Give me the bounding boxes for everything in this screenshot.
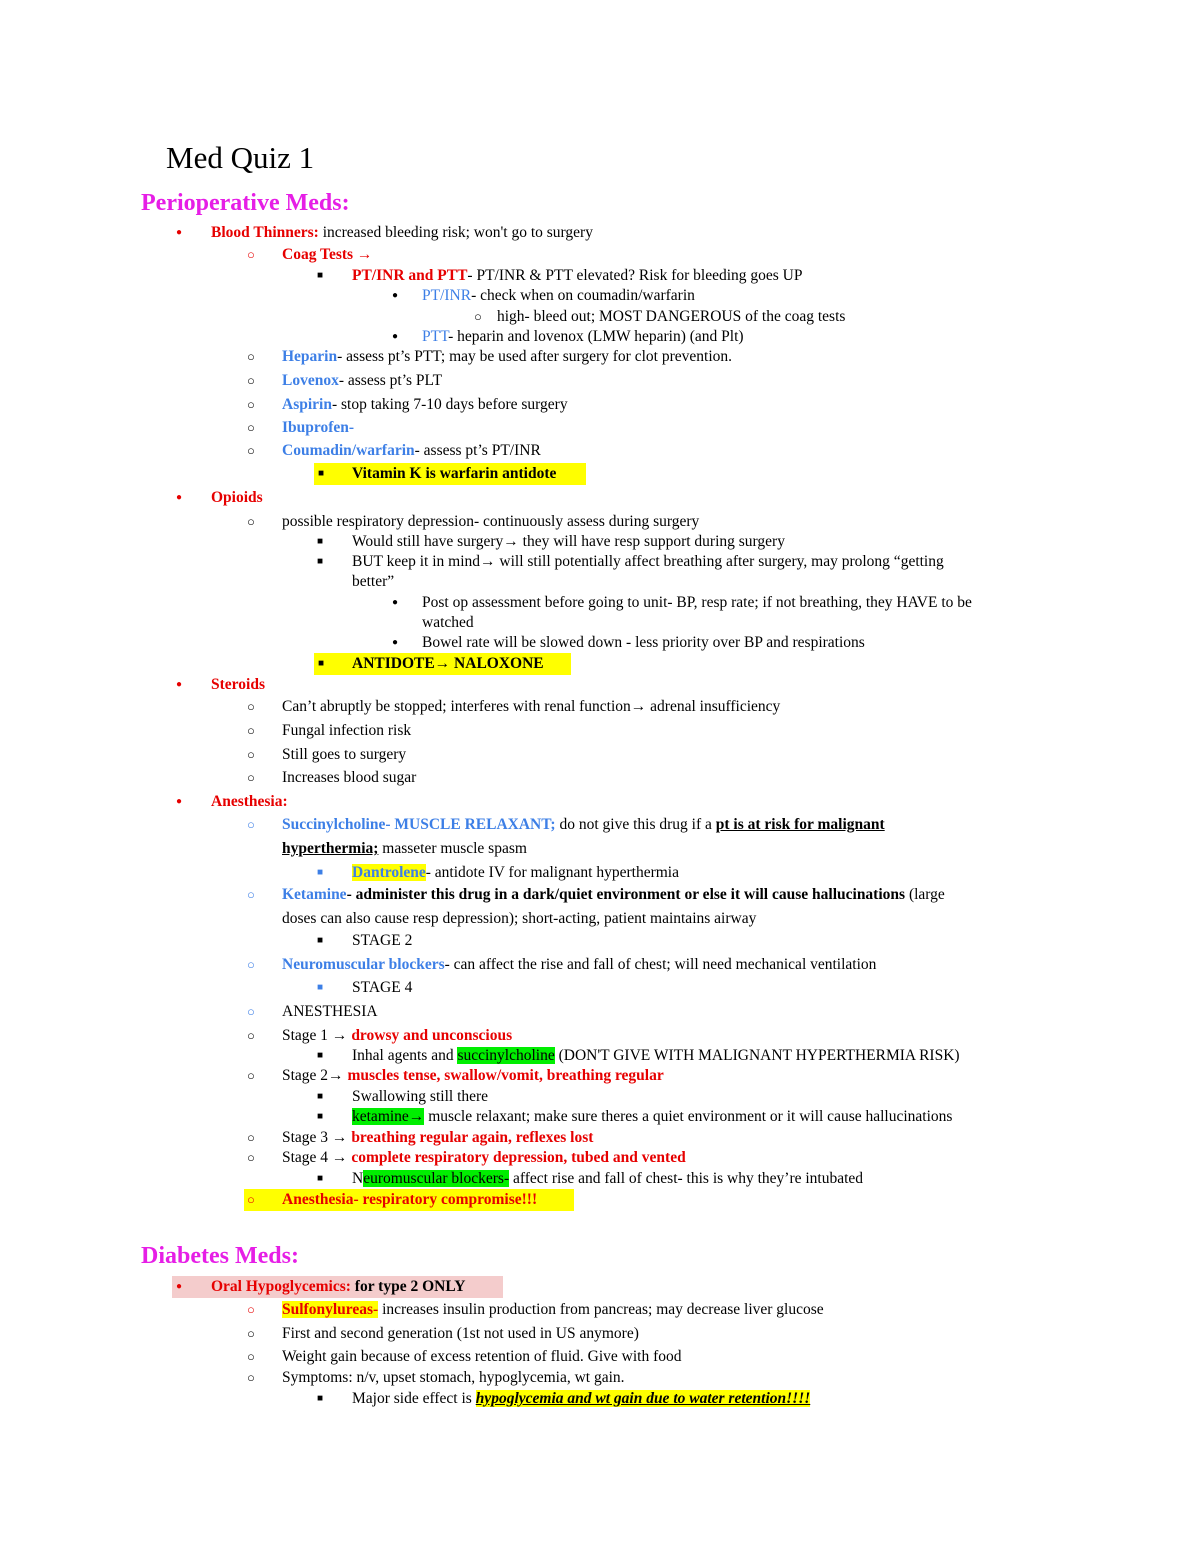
square-marker: ■ (317, 1091, 324, 1102)
circle-marker: ○ (247, 1028, 255, 1043)
square-marker: ■ (317, 270, 324, 281)
list-item: Swallowing still there (352, 1088, 489, 1105)
circle-marker: ○ (247, 957, 255, 972)
list-item: Can’t abruptly be stopped; interferes with renal function→ adrenal insufficiency (282, 698, 781, 715)
circle-marker: ○ (247, 443, 255, 458)
circle-marker: ○ (474, 309, 482, 324)
circle-marker: ○ (247, 349, 255, 364)
circle-marker: ○ (247, 699, 255, 714)
square-marker: ■ (317, 1393, 324, 1404)
square-marker: ■ (318, 468, 325, 479)
square-marker: ■ (318, 658, 325, 669)
square-marker: ■ (317, 1111, 324, 1122)
bullet-marker: ● (392, 637, 399, 648)
list-item: Symptoms: n/v, upset stomach, hypoglycemia, wt gain. (282, 1369, 625, 1386)
circle-marker: ○ (247, 514, 255, 529)
list-item: Stage 4 → complete respiratory depression, tubed and vented (282, 1149, 686, 1166)
list-item: Would still have surgery→ they will have resp support during surgery (352, 533, 785, 550)
list-item: Sulfonylureas- increases insulin production from pancreas; may decrease liver glucose (282, 1301, 824, 1318)
circle-marker: ○ (247, 747, 255, 762)
list-item: STAGE 2 (352, 932, 413, 949)
list-item: Stage 3 → breathing regular again, reflexes lost (282, 1129, 594, 1146)
circle-marker: ○ (247, 1326, 255, 1341)
circle-marker: ○ (247, 1068, 255, 1083)
list-item: Dantrolene- antidote IV for malignant hyperthermia (352, 864, 679, 881)
bullet-marker: ● (392, 331, 399, 342)
circle-marker: ○ (247, 817, 255, 832)
list-item: First and second generation (1st not used in US anymore) (282, 1325, 639, 1342)
circle-marker: ○ (247, 723, 255, 738)
square-marker: ■ (317, 982, 324, 993)
list-item: Neuromuscular blockers- can affect the rise and fall of chest; will need mechanical ventilation (282, 956, 877, 973)
circle-marker: ○ (247, 247, 255, 262)
list-item: Weight gain because of excess retention of fluid. Give with food (282, 1348, 682, 1365)
list-item: ANTIDOTE→ NALOXONE (352, 655, 544, 672)
square-marker: ■ (317, 1173, 324, 1184)
list-item: ANESTHESIA (282, 1003, 378, 1020)
bullet-marker: ● (176, 227, 183, 238)
square-marker: ■ (317, 867, 324, 878)
list-item: Lovenox- assess pt’s PLT (282, 372, 443, 389)
list-item: ketamine→ muscle relaxant; make sure theres a quiet environment or it will cause hallucinations (352, 1108, 953, 1125)
page-title: Med Quiz 1 (166, 140, 315, 175)
list-item: Neuromuscular blockers- affect rise and fall of chest- this is why they’re intubated (352, 1170, 864, 1187)
list-item-continuation: better” (352, 573, 395, 590)
bullet-marker: ● (392, 597, 399, 608)
circle-marker: ○ (247, 397, 255, 412)
list-item: Opioids (211, 489, 263, 506)
list-item: high- bleed out; MOST DANGEROUS of the coag tests (497, 308, 846, 325)
list-item: Post op assessment before going to unit- BP, resp rate; if not breathing, they HAVE to be (422, 594, 972, 611)
list-item: Inhal agents and succinylcholine (DON'T GIVE WITH MALIGNANT HYPERTHERMIA RISK) (352, 1047, 960, 1064)
list-item: Coumadin/warfarin- assess pt’s PT/INR (282, 442, 541, 459)
circle-marker: ○ (247, 1130, 255, 1145)
list-item: Ketamine- administer this drug in a dark/quiet environment or else it will cause hallucinations (large (282, 886, 945, 903)
list-item: Anesthesia: (211, 793, 288, 810)
list-item: Aspirin- stop taking 7-10 days before surgery (282, 396, 568, 413)
circle-marker: ○ (247, 373, 255, 388)
list-item: Ibuprofen- (282, 419, 355, 436)
list-item: PTT- heparin and lovenox (LMW heparin) (and Plt) (422, 328, 744, 345)
circle-marker: ○ (247, 1004, 255, 1019)
bullet-marker: ● (176, 796, 183, 807)
list-item: PT/INR- check when on coumadin/warfarin (422, 287, 695, 304)
list-item: Stage 2→ muscles tense, swallow/vomit, breathing regular (282, 1067, 664, 1084)
list-item: Blood Thinners: increased bleeding risk; won't go to surgery (211, 224, 593, 241)
circle-marker: ○ (247, 1349, 255, 1364)
list-item: Increases blood sugar (282, 769, 417, 786)
circle-marker: ○ (247, 1370, 255, 1385)
square-marker: ■ (317, 536, 324, 547)
section-heading-diabetes: Diabetes Meds: (141, 1243, 299, 1269)
square-marker: ■ (317, 556, 324, 567)
list-item-continuation: doses can also cause resp depression); short-acting, patient maintains airway (282, 910, 757, 927)
list-item-continuation: watched (422, 614, 474, 631)
list-item: STAGE 4 (352, 979, 413, 996)
bullet-marker: ● (176, 1281, 183, 1292)
circle-marker: ○ (247, 887, 255, 902)
circle-marker: ○ (247, 1192, 255, 1207)
bullet-marker: ● (176, 492, 183, 503)
list-item: Bowel rate will be slowed down - less priority over BP and respirations (422, 634, 865, 651)
section-heading-perioperative: Perioperative Meds: (141, 190, 350, 216)
list-item: possible respiratory depression- continuously assess during surgery (282, 513, 700, 530)
list-item: Succinylcholine- MUSCLE RELAXANT; do not give this drug if a pt is at risk for malignant (282, 816, 885, 833)
bullet-marker: ● (392, 290, 399, 301)
list-item: Fungal infection risk (282, 722, 412, 739)
list-item: Oral Hypoglycemics: for type 2 ONLY (211, 1278, 466, 1295)
list-item: Stage 1 → drowsy and unconscious (282, 1027, 513, 1044)
circle-marker: ○ (247, 420, 255, 435)
circle-marker: ○ (247, 770, 255, 785)
square-marker: ■ (317, 1050, 324, 1061)
bullet-marker: ● (176, 679, 183, 690)
list-item: PT/INR and PTT- PT/INR & PTT elevated? Risk for bleeding goes UP (352, 267, 803, 284)
circle-marker: ○ (247, 1302, 255, 1317)
list-item: Vitamin K is warfarin antidote (352, 465, 557, 482)
list-item: Coag Tests → (282, 246, 373, 263)
list-item: Anesthesia- respiratory compromise!!! (282, 1191, 538, 1208)
list-item: Major side effect is hypoglycemia and wt gain due to water retention!!!! (352, 1390, 811, 1407)
list-item: Heparin- assess pt’s PTT; may be used after surgery for clot prevention. (282, 348, 732, 365)
circle-marker: ○ (247, 1150, 255, 1165)
list-item: Steroids (211, 676, 265, 693)
list-item-continuation: hyperthermia; masseter muscle spasm (282, 840, 527, 857)
list-item: BUT keep it in mind→ will still potentially affect breathing after surgery, may prolong “getting (352, 553, 944, 570)
list-item: Still goes to surgery (282, 746, 407, 763)
square-marker: ■ (317, 935, 324, 946)
